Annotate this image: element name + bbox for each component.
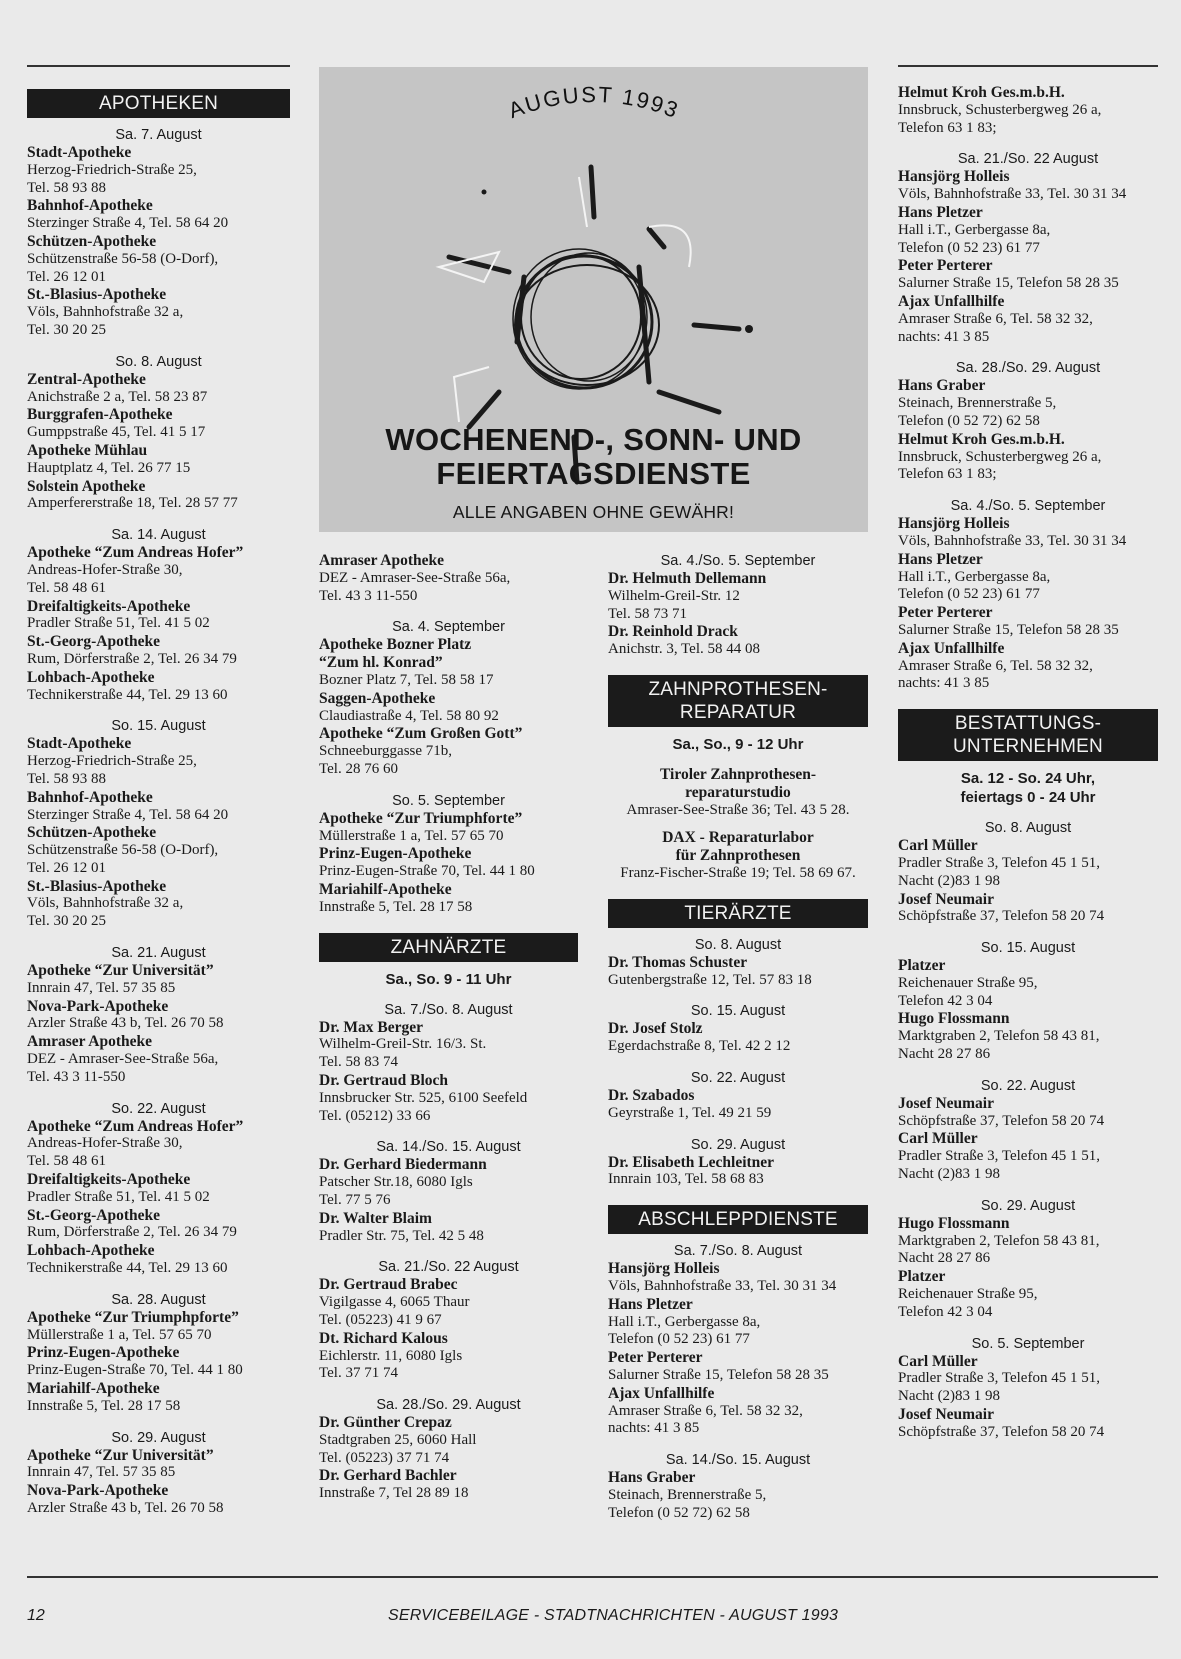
column-3 [608, 552, 868, 1523]
entry-detail: Innsbruck, Schusterbergweg 26 a, [898, 101, 1102, 118]
entry-name: Saggen-Apotheke [319, 689, 436, 707]
entry-name: Platzer [898, 957, 946, 975]
entry-name: Dr. Günther Crepaz [319, 1414, 452, 1432]
entry-detail: Nacht (2)83 1 98 [898, 1388, 1001, 1405]
entry-detail: Salurner Straße 15, Telefon 58 28 35 [608, 1366, 829, 1383]
section-heading-apotheken: APOTHEKEN [27, 89, 290, 118]
entry-detail: Tel. 43 3 11-550 [319, 587, 418, 604]
entry-name: für Zahnprothesen [675, 847, 801, 865]
entry-name: Mariahilf-Apotheke [27, 1380, 160, 1398]
date-heading: Sa. 21. August [111, 945, 206, 962]
entry-detail: DEZ - Amraser-See-Straße 56a, [319, 569, 511, 586]
entry-detail: Tel. 30 20 25 [27, 913, 106, 930]
date-heading: Sa. 4./So. 5. September [660, 553, 816, 569]
entry-name: Apotheke Mühlau [27, 441, 148, 459]
entry-name: Hans Pletzer [898, 203, 983, 221]
entry-name: Solstein Apotheke [27, 477, 146, 495]
entry-name: Amraser Apotheke [27, 1033, 152, 1051]
top-rule-right [898, 65, 1158, 67]
zahnprothesen-entry [608, 829, 868, 882]
date-heading: So. 5. September [392, 792, 505, 809]
entry-name: Amraser Apotheke [319, 552, 444, 569]
date-heading: So. 8. August [984, 820, 1072, 837]
entry-detail: Reichenauer Straße 95, [898, 974, 1038, 991]
entry-detail: Tel. (05212) 33 66 [319, 1107, 431, 1124]
entry-detail: Telefon (0 52 72) 62 58 [608, 1504, 750, 1521]
entry-detail: Herzog-Friedrich-Straße 25, [27, 753, 197, 770]
entry-name: Bahnhof-Apotheke [27, 788, 153, 806]
entry-name: St.-Georg-Apotheke [27, 633, 161, 651]
entry-detail: Sterzinger Straße 4, Tel. 58 64 20 [27, 806, 229, 823]
entry-detail: Tel. (05223) 37 71 74 [319, 1449, 450, 1466]
entry-detail: Amraser Straße 6, Tel. 58 32 32, [898, 657, 1093, 674]
entry-name: Apotheke “Zum Andreas Hofer” [27, 1117, 244, 1135]
column-4 [898, 84, 1158, 1442]
entry-detail: Claudiastraße 4, Tel. 58 80 92 [319, 707, 499, 724]
entry-name: Ajax Unfallhilfe [608, 1384, 715, 1402]
entry-name: Ajax Unfallhilfe [898, 292, 1005, 310]
entry-detail: Tel. 58 48 61 [27, 1153, 106, 1170]
entry-detail: Prinz-Eugen-Straße 70, Tel. 44 1 80 [27, 1362, 243, 1379]
entry-name: Schützen-Apotheke [27, 232, 157, 250]
section-heading-zahnaerzte: ZAHNÄRZTE [319, 933, 578, 962]
entry-name: Apotheke “Zum Großen Gott” [319, 725, 523, 743]
entry-detail: Technikerstraße 44, Tel. 29 13 60 [27, 1260, 228, 1277]
section-heading-zahnprothesen [608, 675, 868, 727]
entry-detail: Telefon 42 3 04 [898, 1303, 993, 1320]
entry-detail: Amraser-See-Straße 36; Tel. 43 5 28. [626, 801, 850, 818]
entry-detail: Anichstr. 3, Tel. 58 44 08 [608, 641, 760, 658]
entry-name: Apotheke “Zur Triumphpforte” [27, 1308, 239, 1326]
entry-detail: Innsbrucker Str. 525, 6100 Seefeld [319, 1089, 528, 1106]
bestattung-list [898, 819, 1158, 1442]
entry-detail: Innsbruck, Schusterbergweg 26 a, [898, 448, 1102, 465]
entry-detail: Nacht 28 27 86 [898, 1250, 991, 1267]
entry-detail: Salurner Straße 15, Telefon 58 28 35 [898, 275, 1119, 292]
entry-detail: Amraser Straße 6, Tel. 58 32 32, [898, 310, 1093, 327]
entry-name: Bahnhof-Apotheke [27, 197, 153, 215]
entry-detail: DEZ - Amraser-See-Straße 56a, [27, 1051, 219, 1068]
entry-detail: Tel. (05223) 41 9 67 [319, 1311, 442, 1328]
entry-detail: Nacht 28 27 86 [898, 1046, 991, 1063]
entry-detail: Wilhelm-Greil-Str. 12 [608, 587, 740, 604]
page-number: 12 [27, 1607, 45, 1624]
date-heading: Sa. 7./So. 8. August [384, 1001, 513, 1018]
entry-detail: Völs, Bahnhofstraße 33, Tel. 30 31 34 [898, 186, 1127, 203]
entry-detail: Pradler Straße 3, Telefon 45 1 51, [898, 854, 1100, 871]
footer-title: SERVICEBEILAGE - STADTNACHRICHTEN - AUGUST 1993 [387, 1607, 839, 1624]
date-heading: Sa. 4./So. 5. September [950, 498, 1106, 515]
date-heading: Sa. 28./So. 29. August [955, 360, 1101, 377]
entry-detail: Tel. 37 71 74 [319, 1365, 398, 1382]
entry-detail: Pradler Str. 75, Tel. 42 5 48 [319, 1227, 484, 1244]
entry-detail: Marktgraben 2, Telefon 58 43 81, [898, 1232, 1100, 1249]
entry-name: Hansjörg Holleis [608, 1260, 720, 1278]
entry-detail: Völs, Bahnhofstraße 32 a, [27, 304, 184, 321]
entry-detail: Pradler Straße 3, Telefon 45 1 51, [898, 1148, 1100, 1165]
entry-name: Dr. Max Berger [319, 1018, 424, 1036]
entry-detail: Rum, Dörferstraße 2, Tel. 26 34 79 [27, 1224, 237, 1241]
entry-detail: Hall i.T., Gerbergasse 8a, [898, 568, 1051, 585]
entry-name: Tiroler Zahnprothesen- [659, 765, 817, 783]
entry-name: Dreifaltigkeits-Apotheke [27, 597, 191, 615]
zahnprothesen-hours: Sa., So., 9 - 12 Uhr [672, 735, 804, 753]
entry-detail: Amperfererstraße 18, Tel. 28 57 77 [27, 495, 238, 512]
date-heading: Sa. 21./So. 22 August [378, 1259, 519, 1276]
bestattung-heading-line2: UNTERNEHMEN [953, 736, 1103, 758]
abschleppdienste-list-continued [898, 84, 1158, 693]
entry-detail: Reichenauer Straße 95, [898, 1286, 1038, 1303]
entry-detail: Andreas-Hofer-Straße 30, [27, 561, 183, 578]
entry-detail: Schöpfstraße 37, Telefon 58 20 74 [898, 1423, 1105, 1440]
date-heading: Sa. 14. August [111, 527, 206, 544]
entry-detail: Innrain 47, Tel. 57 35 85 [27, 979, 176, 996]
entry-name: Helmut Kroh Ges.m.b.H. [898, 430, 1065, 448]
entry-detail: Salurner Straße 15, Telefon 58 28 35 [898, 621, 1119, 638]
entry-name: Apotheke “Zur Triumphforte” [319, 809, 523, 827]
entry-detail: Innrain 103, Tel. 58 68 83 [608, 1171, 764, 1188]
entry-detail: Telefon 63 1 83; [898, 466, 997, 483]
entry-name: Dr. Helmuth Dellemann [608, 570, 767, 587]
entry-name: St.-Blasius-Apotheke [27, 286, 167, 304]
entry-detail: Eichlerstr. 11, 6080 Igls [319, 1347, 463, 1364]
date-heading: Sa. 4. September [392, 619, 505, 636]
tieraerzte-list [608, 936, 868, 1189]
entry-name: St.-Blasius-Apotheke [27, 877, 167, 895]
entry-detail: Tel. 58 93 88 [27, 770, 106, 787]
entry-name: Ajax Unfallhilfe [898, 639, 1005, 657]
entry-detail: Patscher Str.18, 6080 Igls [319, 1174, 473, 1191]
entry-detail: Telefon (0 52 23) 61 77 [898, 586, 1040, 603]
entry-name: Peter Perterer [898, 257, 993, 275]
date-heading: So. 5. September [971, 1335, 1085, 1352]
entry-detail: Nacht (2)83 1 98 [898, 872, 1001, 889]
entry-name: Mariahilf-Apotheke [319, 880, 452, 898]
bestattung-hours-line1: Sa. 12 - So. 24 Uhr, [960, 770, 1096, 788]
entry-detail: Pradler Straße 51, Tel. 41 5 02 [27, 1188, 210, 1205]
entry-name: Hans Pletzer [608, 1295, 693, 1313]
entry-detail: Tel. 28 76 60 [319, 760, 398, 777]
entry-name: Apotheke “Zur Universität” [27, 962, 214, 980]
entry-detail: Völs, Bahnhofstraße 33, Tel. 30 31 34 [608, 1277, 837, 1294]
entry-name: Peter Perterer [898, 604, 993, 622]
entry-name: Dr. Josef Stolz [608, 1020, 703, 1038]
entry-detail: Schützenstraße 56-58 (O-Dorf), [27, 250, 219, 267]
entry-name: Nova-Park-Apotheke [27, 1482, 169, 1500]
entry-detail: Tel. 58 83 74 [319, 1054, 398, 1071]
entry-detail: Hauptplatz 4, Tel. 26 77 15 [27, 459, 191, 476]
entry-name: Helmut Kroh Ges.m.b.H. [898, 84, 1065, 101]
entry-detail: Arzler Straße 43 b, Tel. 26 70 58 [27, 1015, 224, 1032]
date-heading: So. 22. August [690, 1069, 786, 1086]
zahnaerzte-list-continued [608, 552, 868, 659]
entry-detail: Wilhelm-Greil-Str. 16/3. St. [319, 1036, 487, 1053]
poster-title-line2: FEIERTAGSDIENSTE [436, 456, 751, 491]
entry-name: Stadt-Apotheke [27, 144, 132, 161]
entry-name: Carl Müller [898, 1130, 978, 1148]
poster-title-line1: WOCHENEND-, SONN- UND [385, 422, 802, 457]
section-heading-tieraerzte: TIERÄRZTE [608, 899, 868, 928]
entry-detail: Innstraße 5, Tel. 28 17 58 [27, 1397, 181, 1414]
entry-detail: Stadtgraben 25, 6060 Hall [319, 1431, 477, 1448]
entry-detail: Anichstraße 2 a, Tel. 58 23 87 [27, 388, 208, 405]
zahnprothesen-heading-line1: ZAHNPROTHESEN- [648, 678, 828, 700]
date-heading: Sa. 28./So. 29. August [376, 1397, 521, 1414]
poster-box [319, 67, 868, 532]
entry-detail: Steinach, Brennerstraße 5, [608, 1486, 767, 1503]
entry-name: Apotheke Bozner Platz [319, 636, 472, 654]
bottom-rule [27, 1576, 1158, 1578]
entry-detail: Innstraße 5, Tel. 28 17 58 [319, 898, 473, 915]
entry-name: Hans Graber [608, 1469, 696, 1487]
entry-detail: Innstraße 7, Tel 28 89 18 [319, 1485, 469, 1502]
date-heading: So. 15. August [111, 718, 206, 735]
entry-name: Hans Pletzer [898, 550, 983, 568]
entry-detail: nachts: 41 3 85 [898, 328, 990, 345]
entry-detail: Innrain 47, Tel. 57 35 85 [27, 1464, 176, 1481]
entry-name: Lohbach-Apotheke [27, 668, 155, 686]
date-heading: So. 22. August [980, 1077, 1076, 1094]
date-heading: Sa. 21./So. 22 August [957, 151, 1099, 168]
date-heading: So. 29. August [690, 1136, 786, 1153]
entry-detail: Tel. 77 5 76 [319, 1191, 391, 1208]
date-heading: Sa. 14./So. 15. August [376, 1139, 521, 1156]
date-heading: So. 15. August [690, 1003, 786, 1020]
entry-detail: Telefon (0 52 23) 61 77 [898, 239, 1040, 256]
bestattung-heading-line1: BESTATTUNGS- [954, 713, 1102, 735]
entry-name: Zentral-Apotheke [27, 370, 146, 388]
entry-name: “Zum hl. Konrad” [319, 654, 443, 672]
entry-detail: Arzler Straße 43 b, Tel. 26 70 58 [27, 1500, 224, 1516]
entry-name: Josef Neumair [898, 890, 994, 908]
entry-detail: Steinach, Brennerstraße 5, [898, 395, 1057, 412]
entry-detail: nachts: 41 3 85 [608, 1420, 700, 1437]
entry-detail: Pradler Straße 3, Telefon 45 1 51, [898, 1370, 1100, 1387]
date-heading: Sa. 28. August [111, 1291, 206, 1308]
zahnprothesen-heading-line2: REPARATUR [679, 701, 797, 723]
entry-detail: Amraser Straße 6, Tel. 58 32 32, [608, 1402, 803, 1419]
entry-detail: Herzog-Friedrich-Straße 25, [27, 161, 197, 178]
date-heading: Sa. 7./So. 8. August [673, 1243, 803, 1260]
entry-name: Dr. Gerhard Biedermann [319, 1156, 487, 1174]
entry-name: Prinz-Eugen-Apotheke [319, 845, 472, 863]
entry-detail: Pradler Straße 51, Tel. 41 5 02 [27, 615, 210, 632]
entry-name: St.-Georg-Apotheke [27, 1206, 161, 1224]
date-heading: So. 15. August [980, 940, 1076, 957]
entry-detail: Egerdachstraße 8, Tel. 42 2 12 [608, 1038, 791, 1055]
entry-detail: Vigilgasse 4, 6065 Thaur [319, 1294, 470, 1311]
date-heading: So. 8. August [115, 353, 202, 370]
column-2 [319, 552, 578, 1503]
entry-detail: Bozner Platz 7, Tel. 58 58 17 [319, 671, 494, 688]
apotheken-list [27, 126, 290, 1518]
entry-detail: Telefon (0 52 72) 62 58 [898, 412, 1040, 429]
entry-name: Hans Graber [898, 377, 986, 395]
entry-detail: Tel. 26 12 01 [27, 859, 106, 876]
entry-detail: Geyrstraße 1, Tel. 49 21 59 [608, 1104, 772, 1121]
entry-detail: Völs, Bahnhofstraße 33, Tel. 30 31 34 [898, 532, 1127, 549]
bestattung-hours-line2: feiertags 0 - 24 Uhr [960, 789, 1096, 807]
entry-detail: Hall i.T., Gerbergasse 8a, [898, 221, 1051, 238]
entry-name: Hugo Flossmann [898, 1214, 1010, 1232]
entry-detail: Tel. 30 20 25 [27, 321, 106, 338]
entry-detail: Hall i.T., Gerbergasse 8a, [608, 1313, 761, 1330]
column-1 [27, 89, 290, 1518]
entry-name: Josef Neumair [898, 1094, 994, 1112]
entry-name: Dreifaltigkeits-Apotheke [27, 1171, 191, 1189]
entry-detail: Telefon (0 52 23) 61 77 [608, 1331, 750, 1348]
entry-name: Schützen-Apotheke [27, 824, 157, 842]
entry-detail: Technikerstraße 44, Tel. 29 13 60 [27, 686, 228, 703]
entry-name: Hugo Flossmann [898, 1010, 1010, 1028]
entry-name: reparaturstudio [685, 783, 791, 801]
entry-name: Dr. Reinhold Drack [608, 623, 738, 641]
section-heading-bestattung [898, 709, 1158, 761]
entry-detail: Tel. 43 3 11-550 [27, 1068, 126, 1085]
entry-name: Dr. Gertraud Bloch [319, 1071, 449, 1089]
entry-detail: Schneeburggasse 71b, [319, 743, 453, 760]
entry-name: Carl Müller [898, 1352, 978, 1370]
abschleppdienste-list [608, 1242, 868, 1522]
poster-note: ALLE ANGABEN OHNE GEWÄHR! [452, 502, 735, 522]
date-heading: So. 29. August [980, 1197, 1076, 1214]
date-heading: Sa. 7. August [115, 127, 202, 143]
entry-name: Dr. Szabados [608, 1086, 695, 1104]
entry-name: Dr. Walter Blaim [319, 1209, 432, 1227]
entry-name: Stadt-Apotheke [27, 735, 132, 753]
entry-name: Dt. Richard Kalous [319, 1329, 448, 1347]
entry-name: Carl Müller [898, 837, 978, 855]
entry-name: Hansjörg Holleis [898, 515, 1010, 533]
entry-detail: Franz-Fischer-Straße 19; Tel. 58 69 67. [620, 864, 856, 881]
entry-name: DAX - Reparaturlabor [662, 829, 814, 847]
entry-detail: nachts: 41 3 85 [898, 675, 990, 692]
entry-name: Nova-Park-Apotheke [27, 997, 169, 1015]
zahnaerzte-hours: Sa., So. 9 - 11 Uhr [385, 970, 512, 988]
zahnprothesen-list [608, 766, 868, 883]
entry-detail: Schöpfstraße 37, Telefon 58 20 74 [898, 1112, 1105, 1129]
entry-detail: Müllerstraße 1 a, Tel. 57 65 70 [319, 827, 504, 844]
date-heading: So. 8. August [694, 936, 782, 953]
entry-detail: Sterzinger Straße 4, Tel. 58 64 20 [27, 215, 229, 232]
date-heading: So. 22. August [111, 1100, 206, 1117]
entry-name: Burggrafen-Apotheke [27, 406, 173, 424]
entry-detail: Tel. 58 73 71 [608, 605, 687, 622]
entry-detail: Gutenbergstraße 12, Tel. 57 83 18 [608, 971, 812, 988]
entry-name: Dr. Gertraud Brabec [319, 1276, 458, 1294]
entry-name: Apotheke “Zum Andreas Hofer” [27, 544, 244, 562]
entry-detail: Telefon 42 3 04 [898, 992, 993, 1009]
entry-name: Lohbach-Apotheke [27, 1242, 155, 1260]
entry-name: Apotheke “Zur Universität” [27, 1446, 214, 1464]
entry-name: Dr. Thomas Schuster [608, 953, 748, 971]
entry-detail: Nacht (2)83 1 98 [898, 1166, 1001, 1183]
entry-name: Dr. Gerhard Bachler [319, 1467, 457, 1485]
entry-detail: Rum, Dörferstraße 2, Tel. 26 34 79 [27, 650, 237, 667]
entry-detail: Marktgraben 2, Telefon 58 43 81, [898, 1028, 1100, 1045]
entry-name: Hansjörg Holleis [898, 168, 1010, 186]
entry-name: Prinz-Eugen-Apotheke [27, 1344, 180, 1362]
entry-detail: Schöpfstraße 37, Telefon 58 20 74 [898, 908, 1105, 925]
entry-detail: Prinz-Eugen-Straße 70, Tel. 44 1 80 [319, 863, 535, 880]
entry-detail: Völs, Bahnhofstraße 32 a, [27, 895, 184, 912]
entry-name: Peter Perterer [608, 1349, 703, 1367]
zahnaerzte-list [319, 1001, 578, 1504]
entry-detail: Schützenstraße 56-58 (O-Dorf), [27, 842, 219, 859]
date-heading: So. 29. August [111, 1429, 206, 1446]
poster-month: AUGUST 1993 [505, 81, 683, 124]
apotheken-list-continued [319, 552, 578, 917]
entry-detail: Tel. 58 48 61 [27, 579, 106, 596]
entry-name: Dr. Elisabeth Lechleitner [608, 1153, 775, 1171]
entry-name: Josef Neumair [898, 1406, 994, 1424]
entry-detail: Gumppstraße 45, Tel. 41 5 17 [27, 424, 206, 441]
entry-name: Platzer [898, 1268, 946, 1286]
entry-detail: Tel. 26 12 01 [27, 268, 106, 285]
entry-detail: Tel. 58 93 88 [27, 179, 106, 196]
zahnprothesen-entry [608, 766, 868, 819]
entry-detail: Müllerstraße 1 a, Tel. 57 65 70 [27, 1326, 212, 1343]
top-rule-left [27, 65, 290, 67]
date-heading: Sa. 14./So. 15. August [665, 1452, 811, 1469]
section-heading-abschleppdienste: ABSCHLEPPDIENSTE [608, 1205, 868, 1234]
entry-detail: Andreas-Hofer-Straße 30, [27, 1135, 183, 1152]
entry-detail: Telefon 63 1 83; [898, 119, 997, 136]
